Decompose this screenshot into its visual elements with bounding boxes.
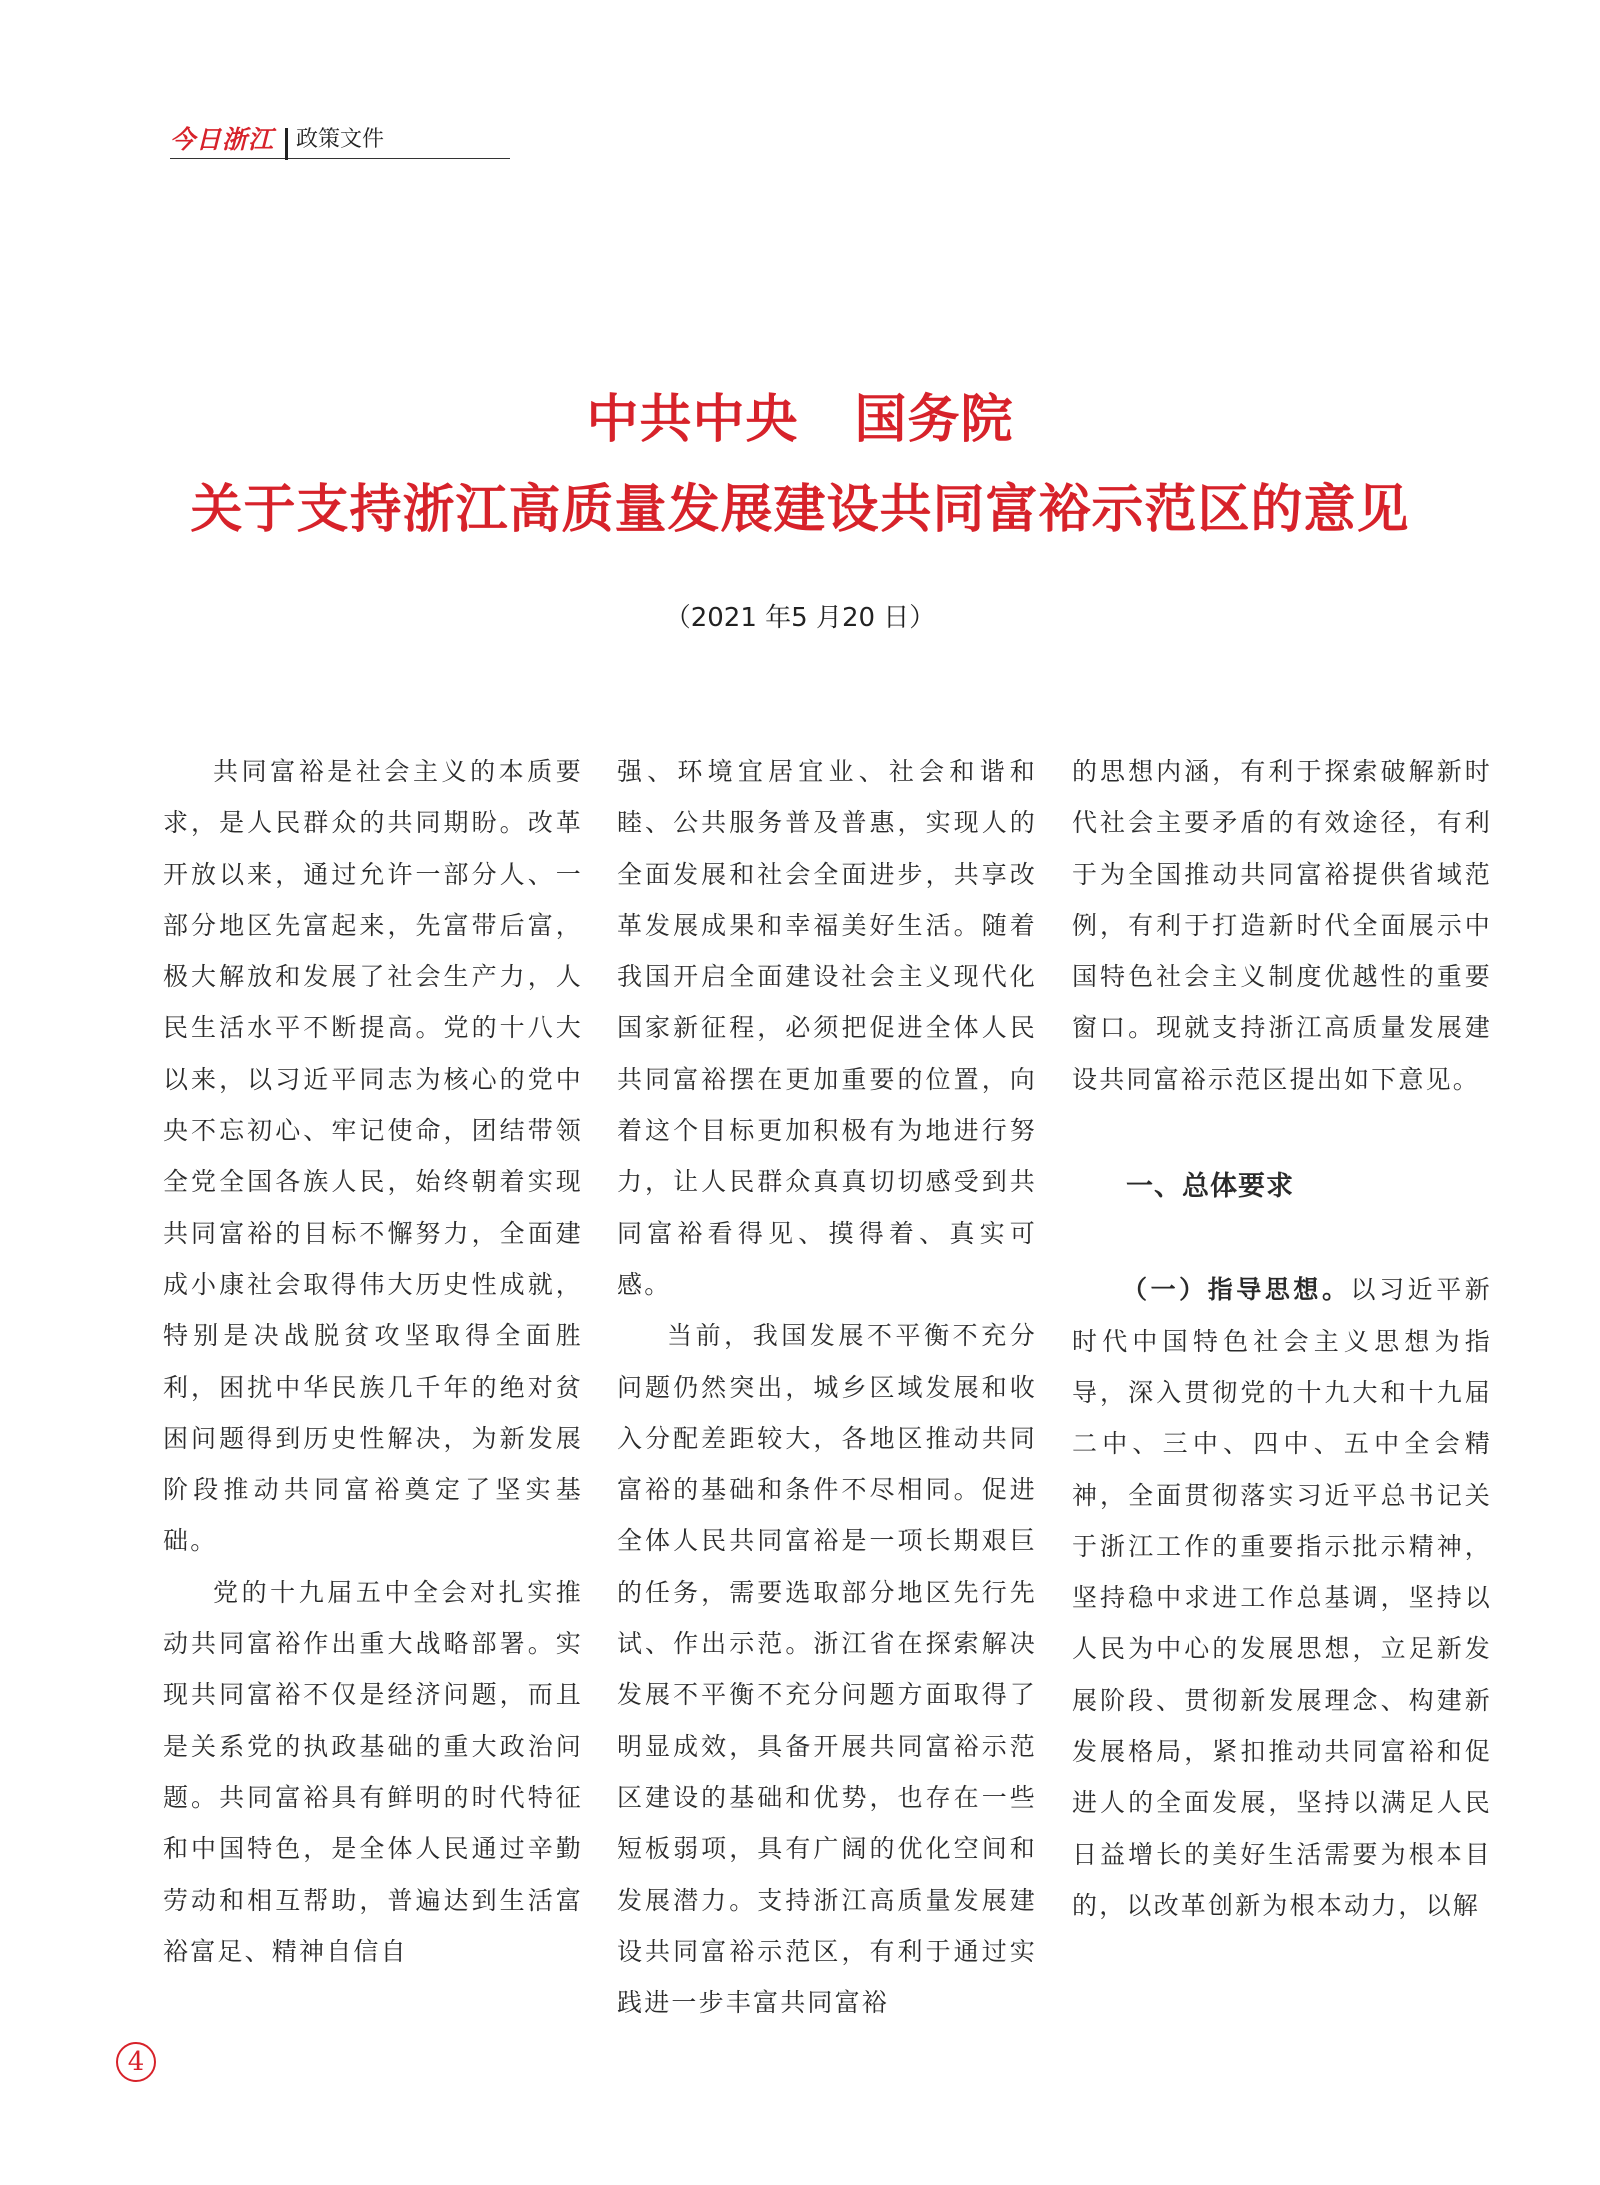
text-column-3 — [1072, 746, 1492, 1931]
document-title-line1 — [0, 385, 1600, 455]
paragraph-4-lead: （一）指导思想。 — [1122, 1275, 1351, 1305]
text-column-2 — [617, 746, 1037, 2028]
paragraph-4 — [1072, 1264, 1492, 1931]
page-header — [170, 124, 510, 159]
paragraph-3-end: 的思想内涵，有利于探索破解新时代社会主要矛盾的有效途径，有利于为全国推动共同富裕提供省域范例，有利于打造新时代全面展示中国特色社会主义制度优越性的重要窗口。现就支持浙江高质量发展建设共同富裕示范区提出如下意见。 — [1072, 757, 1492, 1094]
title-issuer-2: 国务院 — [854, 390, 1014, 450]
document-title-line2: 关于支持浙江高质量发展建设共同富裕示范区的意见 — [190, 480, 1410, 540]
section-label: 政策文件 — [296, 127, 385, 152]
paragraph-2-start: 党的十九届五中全会对扎实推动共同富裕作出重大战略部署。实现共同富裕不仅是经济问题，而且是关系党的执政基础的重大政治问题。共同富裕具有鲜明的时代特征和中国特色，是全体人民通过辛勤劳动和相互帮助，普遍达到生活富裕富足、精神自信自 — [163, 1577, 583, 1966]
page-number: 4 — [116, 2042, 156, 2082]
document-date: （2021 年5 月20 日） — [664, 603, 936, 633]
title-issuer-1: 中共中央 — [586, 390, 799, 450]
magazine-logo: 今日浙江 — [170, 125, 275, 154]
paragraph-2-end: 强、环境宜居宜业、社会和谐和睦、公共服务普及普惠，实现人的全面发展和社会全面进步，共享改革发展成果和幸福美好生活。随着我国开启全面建设社会主义现代化国家新征程，必须把促进全体人民共同富裕摆在更加重要的位置，向着这个目标更加积极有为地进行努力，让人民群众真真切切感受到共同富裕看得见、摸得着、真实可感。 — [617, 757, 1037, 1299]
section-heading: 一、总体要求 — [1126, 1171, 1294, 1203]
paragraph-1: 共同富裕是社会主义的本质要求，是人民群众的共同期盼。改革开放以来，通过允许一部分人、一部分地区先富起来，先富带后富，极大解放和发展了社会生产力，人民生活水平不断提高。党的十八大以来，以习近平同志为核心的党中央不忘初心、牢记使命，团结带领全党全国各族人民，始终朝着实现共同富裕的目标不懈努力，全面建成小康社会取得伟大历史性成就，特别是决战脱贫攻坚取得全面胜利，困扰中华民族几千年的绝对贫困问题得到历史性解决，为新发展阶段推动共同富裕奠定了坚实基础。 — [163, 757, 583, 1556]
paragraph-4-text: 以习近平新时代中国特色社会主义思想为指导，深入贯彻党的十九大和十九届二中、三中、四中、五中全会精神，全面贯彻落实习近平总书记关于浙江工作的重要指示批示精神，坚持稳中求进工作总基调，坚持以人民为中心的发展思想，立足新发展阶段、贯彻新发展理念、构建新发展格局，紧扣推动共同富裕和促进人的全面发展，坚持以满足人民日益增长的美好生活需要为根本目的，以改革创新为根本动力，以解 — [1072, 1275, 1492, 1920]
header-divider — [285, 128, 288, 160]
text-column-1 — [163, 746, 583, 1977]
paragraph-3-start: 当前，我国发展不平衡不充分问题仍然突出，城乡区域发展和收入分配差距较大，各地区推动共同富裕的基础和条件不尽相同。促进全体人民共同富裕是一项长期艰巨的任务，需要选取部分地区先行先试、作出示范。浙江省在探索解决发展不平衡不充分问题方面取得了明显成效，具备开展共同富裕示范区建设的基础和优势，也存在一些短板弱项，具有广阔的优化空间和发展潜力。支持浙江高质量发展建设共同富裕示范区，有利于通过实践进一步丰富共同富裕 — [617, 1321, 1037, 2018]
